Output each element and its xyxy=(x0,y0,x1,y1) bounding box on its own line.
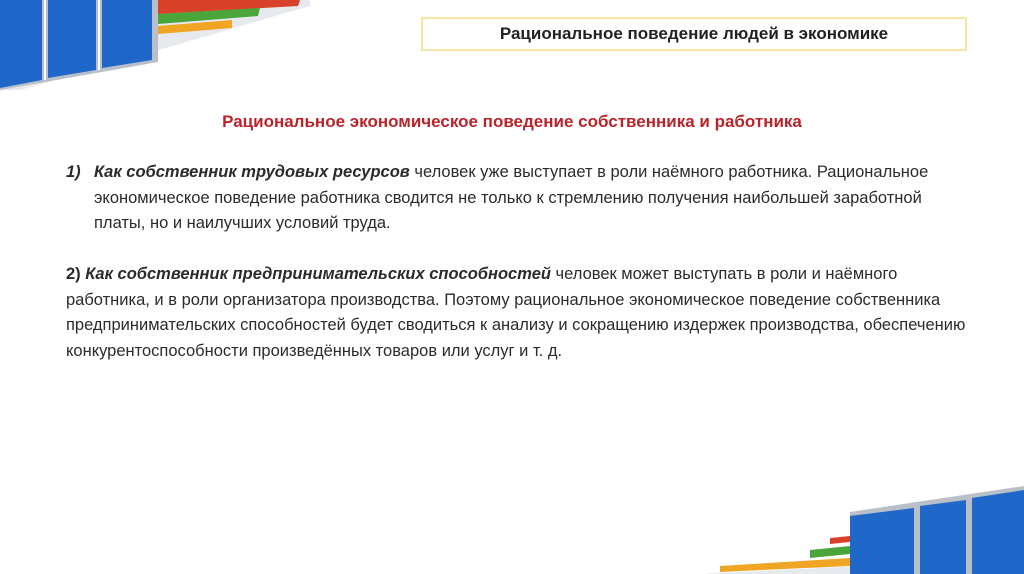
top-left-decoration xyxy=(0,0,310,90)
list-item-2 xyxy=(66,262,966,364)
list-item-2-lead: Как собственник предпринимательских способностей xyxy=(85,265,551,283)
list-item-1-text: человек уже выступает в роли наёмного работника. Рациональное экономическое поведение работника сводится не только к стремлению получения наибольшей заработной платы, но и наилучших условий труда. xyxy=(94,163,929,232)
list-item-2-number: 2) xyxy=(66,265,81,283)
page-title xyxy=(421,17,967,51)
page-title-text: Рациональное поведение людей в экономике xyxy=(499,24,889,43)
bottom-right-decoration xyxy=(700,478,1024,574)
list-item-1-lead: Как собственник трудовых ресурсов xyxy=(94,163,410,181)
section-subtitle: Рациональное экономическое поведение собственника и работника xyxy=(222,112,802,131)
list-item-1-number: 1) xyxy=(66,163,81,181)
list-item-1 xyxy=(66,160,936,237)
list-item-2-text: человек может выступать в роли и наёмного работника, и в роли организатора производства. Поэтому рациональное экономическое поведение собственника предпринимательских способностей будет сводиться к анализу и сокращению издержек производства, обеспечению конкурентоспособности произведённых товаров или услуг и т. д. xyxy=(66,265,966,360)
list-item-1-body xyxy=(94,160,936,237)
